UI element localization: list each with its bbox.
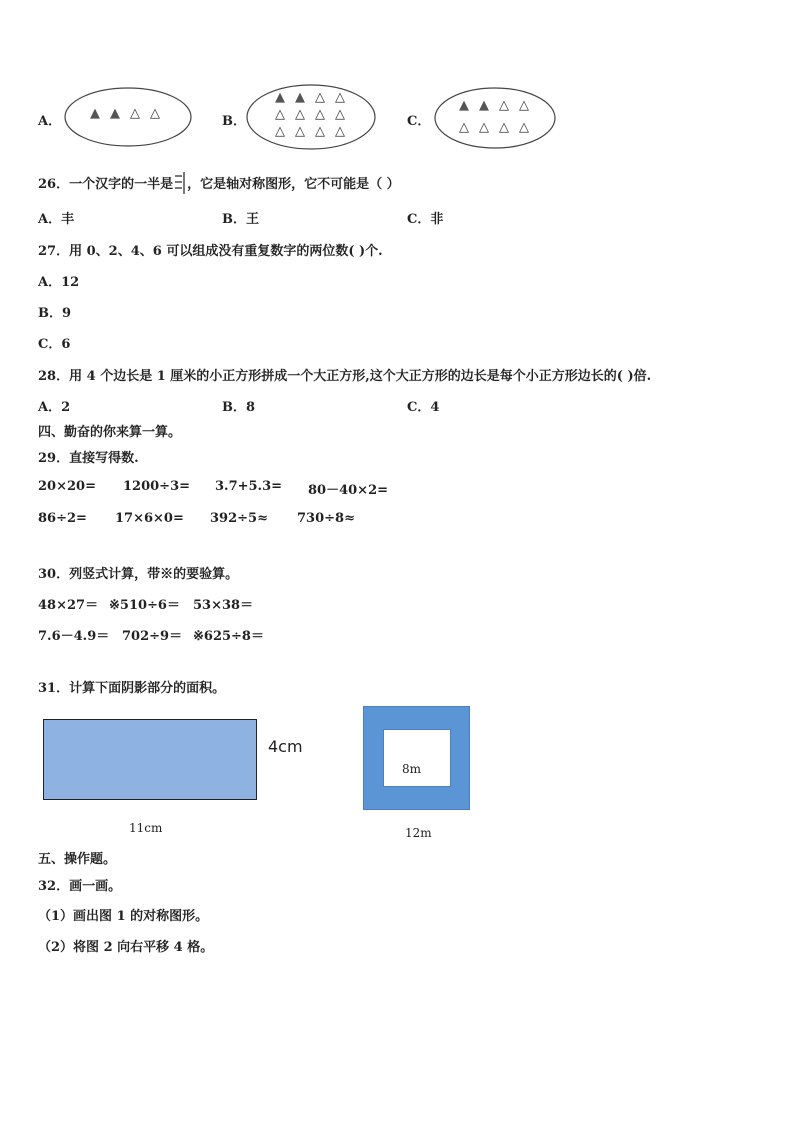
q30-expr: 53×38＝ — [193, 598, 254, 613]
q31-square-inner-label: 8m — [402, 762, 422, 776]
section-4-title: 四、勤奋的你来算一算。 — [38, 425, 182, 440]
q27-option-a: A．12 — [38, 275, 80, 290]
hollow-triangle-icon: △ — [295, 107, 305, 122]
q29-expr: 392÷5≈ — [210, 511, 268, 526]
q26-option-b: B．王 — [222, 212, 259, 227]
q28-option-b: B．8 — [222, 400, 256, 415]
hollow-triangle-icon: △ — [275, 124, 285, 139]
hollow-triangle-icon: △ — [150, 106, 160, 121]
hollow-triangle-icon: △ — [335, 107, 345, 122]
q28-option-c: C．4 — [407, 400, 440, 415]
hollow-triangle-icon: △ — [499, 120, 509, 135]
q30-expr: 702÷9＝ — [122, 629, 183, 644]
filled-triangle-icon: ▲ — [459, 98, 469, 113]
hollow-triangle-icon: △ — [335, 90, 345, 105]
q25-option-c-ellipse — [433, 86, 557, 150]
q25-option-b-label: B． — [222, 114, 246, 129]
hollow-triangle-icon: △ — [519, 120, 529, 135]
hollow-triangle-icon: △ — [315, 124, 325, 139]
hollow-triangle-icon: △ — [335, 124, 345, 139]
half-character-glyph — [173, 172, 187, 194]
hollow-triangle-icon: △ — [519, 98, 529, 113]
q29-expr: 1200÷3= — [123, 479, 191, 494]
filled-triangle-icon: ▲ — [90, 106, 100, 121]
q32-question: 32．画一画。 — [38, 879, 122, 894]
hollow-triangle-icon: △ — [295, 124, 305, 139]
hollow-triangle-icon: △ — [479, 120, 489, 135]
q32-part-2: （2）将图 2 向右平移 4 格。 — [38, 940, 214, 955]
q25-option-b-ellipse — [245, 83, 377, 151]
q31-square-outer-label: 12m — [405, 826, 432, 840]
q29-expr: 730÷8≈ — [297, 511, 355, 526]
q30-question: 30．列竖式计算，带※的要验算。 — [38, 567, 239, 582]
q30-expr: ※510÷6＝ — [109, 598, 180, 613]
q32-part-1: （1）画出图 1 的对称图形。 — [38, 909, 209, 924]
filled-triangle-icon: ▲ — [479, 98, 489, 113]
q29-question: 29．直接写得数. — [38, 451, 139, 466]
q31-rect-width-label: 11cm — [129, 821, 163, 835]
q29-expr: 20×20= — [38, 479, 96, 494]
q29-expr: 80－40×2= — [308, 483, 389, 498]
q29-expr: 86÷2= — [38, 511, 87, 526]
hollow-triangle-icon: △ — [459, 120, 469, 135]
q25-option-a-label: A． — [38, 114, 62, 129]
q27-question: 27．用 0、2、4、6 可以组成没有重复数字的两位数( )个. — [38, 244, 383, 259]
q26-option-a: A．丰 — [38, 212, 75, 227]
q26-question-pre: 26．一个汉字的一半是 — [38, 177, 174, 192]
q30-expr: 7.6－4.9＝ — [38, 629, 110, 644]
q26-option-c: C．非 — [407, 212, 444, 227]
q28-question: 28．用 4 个边长是 1 厘米的小正方形拼成一个大正方形,这个大正方形的边长是每个小正方形边长的( )倍. — [38, 369, 652, 384]
q29-expr: 3.7+5.3= — [215, 479, 283, 494]
q25-option-a-ellipse — [63, 86, 193, 148]
q31-question: 31．计算下面阴影部分的面积。 — [38, 681, 226, 696]
filled-triangle-icon: ▲ — [275, 90, 285, 105]
hollow-triangle-icon: △ — [130, 106, 140, 121]
q31-rectangle — [43, 719, 257, 800]
hollow-triangle-icon: △ — [315, 90, 325, 105]
q25-option-c-label: C． — [407, 114, 431, 129]
q27-option-c: C．6 — [38, 337, 71, 352]
filled-triangle-icon: ▲ — [110, 106, 120, 121]
q30-expr: ※625÷8＝ — [193, 629, 264, 644]
section-5-title: 五、操作题。 — [38, 852, 117, 867]
hollow-triangle-icon: △ — [499, 98, 509, 113]
q30-expr: 48×27＝ — [38, 598, 99, 613]
hollow-triangle-icon: △ — [275, 107, 285, 122]
q28-option-a: A．2 — [38, 400, 71, 415]
hollow-triangle-icon: △ — [315, 107, 325, 122]
q31-square-inner — [383, 729, 451, 787]
q26-question — [38, 172, 400, 194]
q26-question-post: ，它是轴对称图形，它不可能是（ ） — [187, 177, 400, 192]
q29-expr: 17×6×0= — [115, 511, 184, 526]
filled-triangle-icon: ▲ — [295, 90, 305, 105]
q31-rect-height-label: 4cm — [268, 737, 303, 756]
q27-option-b: B．9 — [38, 306, 72, 321]
